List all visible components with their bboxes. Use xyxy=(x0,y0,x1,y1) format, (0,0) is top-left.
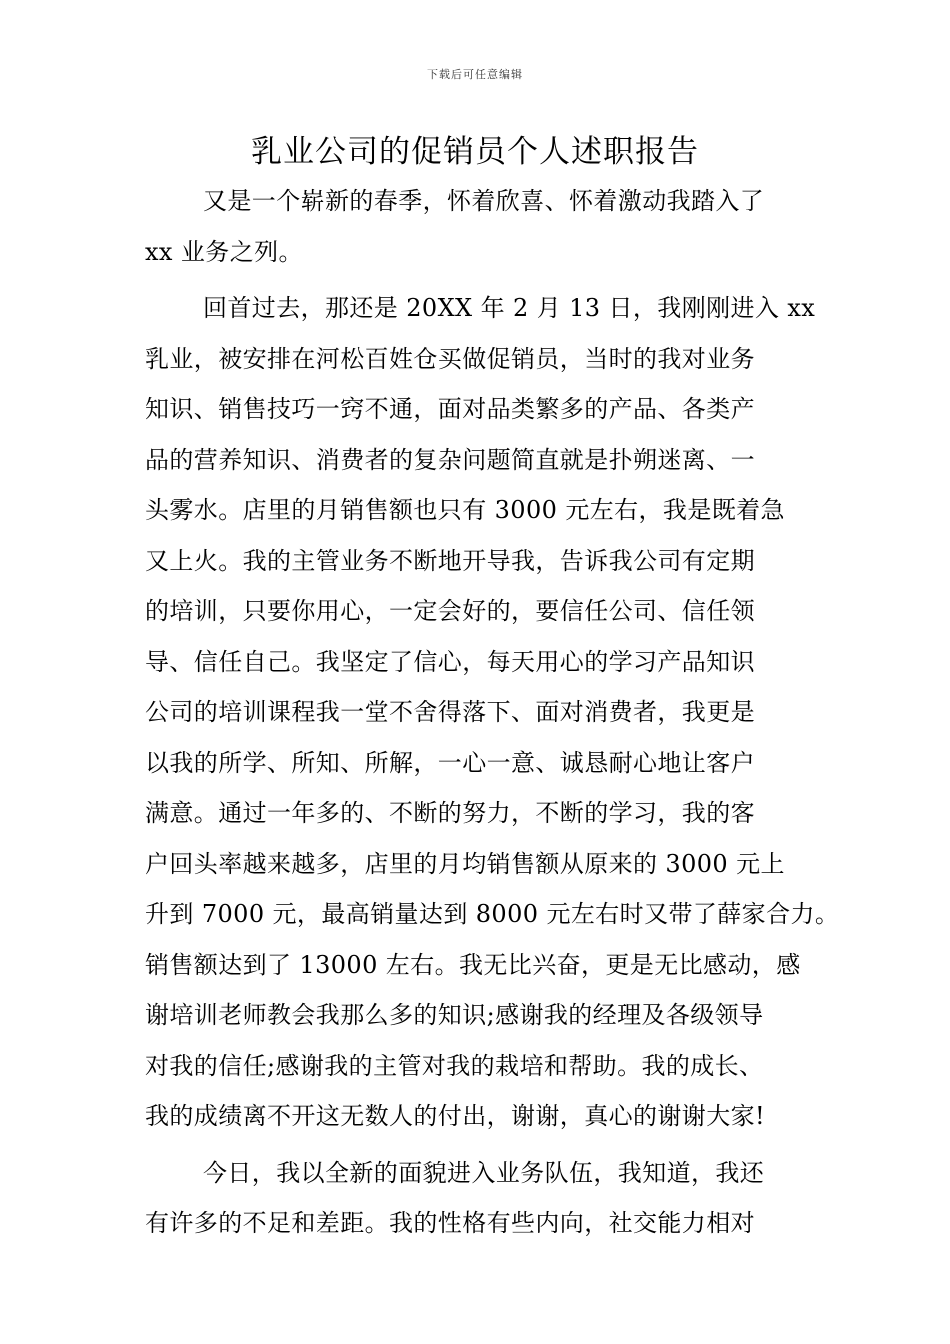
paragraph-line: 满意。通过一年多的、不断的努力，不断的学习，我的客 xyxy=(145,799,755,827)
paragraph-line: 以我的所学、所知、所解，一心一意、诚恳耐心地让客户 xyxy=(145,748,755,777)
paragraph-line: 户回头率越来越多，店里的月均销售额从原来的 3000 元上 xyxy=(145,849,785,878)
paragraph-line: 又是一个崭新的春季，怀着欣喜、怀着激动我踏入了 xyxy=(203,187,765,215)
paragraph-1 xyxy=(145,176,809,277)
paragraph-2 xyxy=(145,283,840,1142)
paragraph-line: 谢培训老师教会我那么多的知识;感谢我的经理及各级领导 xyxy=(145,1001,764,1029)
paragraph-line: 品的营养知识、消费者的复杂问题简直就是扑朔迷离、一 xyxy=(145,445,755,474)
paragraph-line: 头雾水。店里的月销售额也只有 3000 元左右，我是既着急 xyxy=(145,496,785,524)
paragraph-line: 今日，我以全新的面貌进入业务队伍，我知道，我还 xyxy=(203,1158,765,1187)
paragraph-3 xyxy=(145,1148,809,1249)
paragraph-line: 知识、销售技巧一窍不通，面对品类繁多的产品、各类产 xyxy=(145,395,755,423)
paragraph-line: 回首过去，那还是 20XX 年 2 月 13 日，我刚刚进入 xx xyxy=(203,294,816,322)
document-title: 乳业公司的促销员个人述职报告 xyxy=(251,134,699,170)
paragraph-line: 我的成绩离不开这无数人的付出，谢谢，真心的谢谢大家! xyxy=(145,1102,766,1130)
paragraph-line: xx 业务之列。 xyxy=(145,237,303,266)
paragraph-line: 的培训，只要你用心，一定会好的，要信任公司、信任领 xyxy=(145,597,755,625)
paragraph-line: 导、信任自己。我坚定了信心，每天用心的学习产品知识 xyxy=(145,647,755,676)
paragraph-line: 乳业，被安排在河松百姓仓买做促销员，当时的我对业务 xyxy=(145,344,755,373)
paragraph-line: 对我的信任;感谢我的主管对我的栽培和帮助。我的成长、 xyxy=(145,1051,764,1080)
document-body xyxy=(145,176,840,1249)
paragraph-line: 升到 7000 元，最高销量达到 8000 元左右时又带了薛家合力。 xyxy=(145,900,840,928)
page-header-note: 下载后可任意编辑 xyxy=(427,68,523,81)
paragraph-line: 销售额达到了 13000 左右。我无比兴奋，更是无比感动，感 xyxy=(145,950,801,979)
paragraph-line: 又上火。我的主管业务不断地开导我，告诉我公司有定期 xyxy=(145,546,755,575)
paragraph-line: 有许多的不足和差距。我的性格有些内向，社交能力相对 xyxy=(145,1209,755,1237)
paragraph-line: 公司的培训课程我一堂不舍得落下、面对消费者，我更是 xyxy=(145,698,755,726)
